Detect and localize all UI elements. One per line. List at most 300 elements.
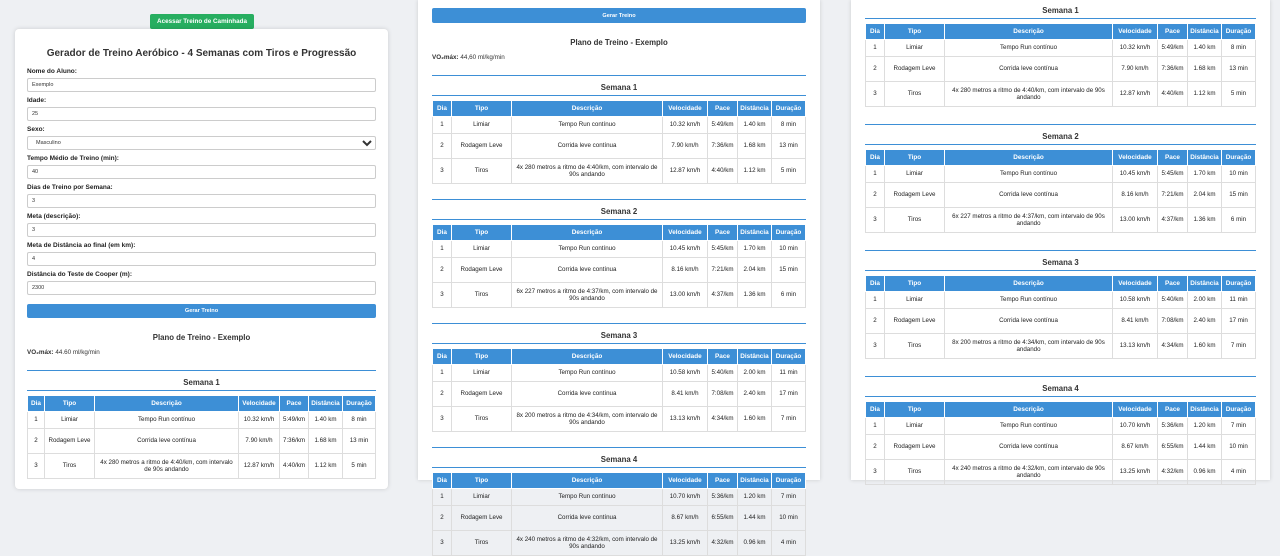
table-cell: 8.16 km/h	[1113, 183, 1158, 208]
table-cell: Tempo Run contínuo	[512, 489, 663, 506]
table-cell: 5 min	[772, 159, 806, 184]
walking-training-button[interactable]: Acessar Treino de Caminhada	[150, 14, 254, 29]
table-cell: 13.13 km/h	[663, 407, 708, 432]
col-header: Tipo	[452, 101, 512, 117]
table-row	[433, 283, 806, 308]
table-cell: Tempo Run contínuo	[945, 418, 1113, 435]
col-header: Pace	[1158, 276, 1188, 292]
table-cell: 0.96 km	[738, 531, 772, 556]
table-row	[866, 166, 1256, 183]
table-row	[433, 117, 806, 134]
col-header: Descrição	[945, 24, 1113, 40]
table-header-row	[433, 225, 806, 241]
table-cell: 4:32/km	[1158, 460, 1188, 485]
table-row	[433, 382, 806, 407]
table-cell: 10.58 km/h	[663, 365, 708, 382]
col-header: Duração	[772, 101, 806, 117]
divider	[27, 370, 376, 371]
table-cell: 2	[866, 183, 885, 208]
table-cell: 7:21/km	[1158, 183, 1188, 208]
table-cell: Rodagem Leve	[452, 506, 512, 531]
table-cell: 13 min	[772, 134, 806, 159]
table-cell: 7:36/km	[1158, 57, 1188, 82]
table-cell: 8.67 km/h	[663, 506, 708, 531]
week-title: Semana 1	[27, 378, 376, 391]
table-cell: 15 min	[1222, 183, 1256, 208]
table-cell: 2.00 km	[1188, 292, 1222, 309]
table-cell: Tiros	[885, 208, 945, 233]
table-row	[866, 292, 1256, 309]
col-header: Velocidade	[239, 396, 280, 412]
col-header: Distância	[738, 225, 772, 241]
col-header: Duração	[772, 225, 806, 241]
table-cell: Limiar	[452, 241, 512, 258]
table-cell: 4:40/km	[708, 159, 738, 184]
plan-title: Plano de Treino - Exemplo	[152, 333, 251, 342]
col-header: Descrição	[945, 150, 1113, 166]
table-cell: 8x 200 metros a ritmo de 4:34/km, com intervalo de 90s andando	[945, 334, 1113, 359]
table-cell: 2.04 km	[1188, 183, 1222, 208]
table-cell: Limiar	[885, 166, 945, 183]
table-cell: 17 min	[1222, 309, 1256, 334]
table-cell: 1.36 km	[1188, 208, 1222, 233]
table-cell: 2.40 km	[738, 382, 772, 407]
table-cell: 13.25 km/h	[663, 531, 708, 556]
sex-select[interactable]	[27, 136, 376, 150]
table-cell: Limiar	[452, 117, 512, 134]
divider	[432, 323, 806, 324]
week-table	[432, 348, 806, 432]
week-body	[866, 166, 1256, 233]
week-table	[865, 23, 1256, 107]
table-row	[866, 208, 1256, 233]
table-cell: Tiros	[452, 531, 512, 556]
table-cell: 4x 280 metros a ritmo de 4:40/km, com intervalo de 90s andando	[512, 159, 663, 184]
generator-card	[15, 29, 388, 489]
table-cell: 4:37/km	[1158, 208, 1188, 233]
generate-training-button[interactable]: Gerar Treino	[27, 304, 376, 318]
table-cell: 7.90 km/h	[1113, 57, 1158, 82]
table-cell: 5:49/km	[280, 412, 309, 429]
table-cell: 11 min	[1222, 292, 1256, 309]
table-cell: 1.68 km	[309, 429, 343, 454]
table-cell: 7 min	[1222, 418, 1256, 435]
col-header: Descrição	[512, 349, 663, 365]
col-header: Distância	[1188, 276, 1222, 292]
table-cell: 6x 227 metros a ritmo de 4:37/km, com intervalo de 90s andando	[512, 283, 663, 308]
week-title: Semana 2	[432, 207, 806, 220]
week-body	[433, 117, 806, 184]
table-cell: Tempo Run contínuo	[95, 412, 239, 429]
table-cell: 12.87 km/h	[239, 454, 280, 479]
week-table	[432, 224, 806, 308]
col-header: Tipo	[885, 402, 945, 418]
week-table	[432, 472, 806, 556]
table-cell: 1.44 km	[738, 506, 772, 531]
age-input[interactable]	[27, 107, 376, 121]
week-title: Semana 4	[432, 455, 806, 468]
col-header: Distância	[1188, 402, 1222, 418]
table-cell: 10.58 km/h	[1113, 292, 1158, 309]
table-cell: Corrida leve contínua	[945, 309, 1113, 334]
table-cell: 0.96 km	[1188, 460, 1222, 485]
vo2max-label: VO₂máx:	[27, 349, 54, 356]
col-header: Distância	[738, 349, 772, 365]
week-section	[432, 447, 806, 556]
table-row	[866, 82, 1256, 107]
col-header: Velocidade	[663, 349, 708, 365]
table-cell: 2	[866, 435, 885, 460]
table-row	[866, 40, 1256, 57]
table-cell: Tempo Run contínuo	[945, 40, 1113, 57]
table-cell: 1.20 km	[1188, 418, 1222, 435]
table-cell: Rodagem Leve	[885, 57, 945, 82]
table-cell: 7 min	[772, 489, 806, 506]
table-cell: 7.90 km/h	[239, 429, 280, 454]
table-cell: 10.32 km/h	[1113, 40, 1158, 57]
table-cell: 1.12 km	[738, 159, 772, 184]
field-label: Idade:	[27, 97, 47, 104]
table-cell: 8x 200 metros a ritmo de 4:34/km, com intervalo de 90s andando	[512, 407, 663, 432]
table-cell: 10.32 km/h	[663, 117, 708, 134]
table-cell: 2.00 km	[738, 365, 772, 382]
col-header: Dia	[866, 402, 885, 418]
table-cell: 13 min	[343, 429, 376, 454]
table-row	[433, 258, 806, 283]
week-title: Semana 3	[865, 258, 1256, 271]
col-header: Duração	[1222, 150, 1256, 166]
table-cell: 1	[433, 365, 452, 382]
field-days	[27, 184, 376, 208]
table-cell: Corrida leve contínua	[512, 506, 663, 531]
table-row	[866, 435, 1256, 460]
table-cell: 6 min	[1222, 208, 1256, 233]
table-cell: 2.40 km	[1188, 309, 1222, 334]
cooper-distance-input[interactable]	[27, 281, 376, 295]
field-label: Meta de Distância ao final (em km):	[27, 242, 136, 249]
week-title: Semana 2	[865, 132, 1256, 145]
table-cell: 1	[866, 418, 885, 435]
week-table	[865, 401, 1256, 485]
table-cell: Tempo Run contínuo	[512, 365, 663, 382]
plan-panel-middle	[418, 0, 820, 550]
divider	[432, 75, 806, 76]
col-header: Duração	[1222, 24, 1256, 40]
table-cell: 6x 227 metros a ritmo de 4:37/km, com intervalo de 90s andando	[945, 208, 1113, 233]
col-header: Tipo	[885, 24, 945, 40]
table-cell: 4:40/km	[280, 454, 309, 479]
table-cell: 10.45 km/h	[1113, 166, 1158, 183]
col-header: Descrição	[945, 402, 1113, 418]
col-header: Descrição	[512, 225, 663, 241]
table-cell: 7:36/km	[708, 134, 738, 159]
table-cell: 15 min	[772, 258, 806, 283]
table-cell: Corrida leve contínua	[945, 57, 1113, 82]
col-header: Duração	[1222, 276, 1256, 292]
table-cell: 5 min	[343, 454, 376, 479]
table-cell: 3	[866, 460, 885, 485]
table-cell: Rodagem Leve	[885, 183, 945, 208]
table-header-row	[433, 101, 806, 117]
field-label: Nome do Aluno:	[27, 68, 77, 75]
field-sex	[27, 126, 376, 150]
field-label: Tempo Médio de Treino (min):	[27, 155, 119, 162]
table-cell: Corrida leve contínua	[512, 258, 663, 283]
table-cell: 4 min	[772, 531, 806, 556]
week-body	[433, 489, 806, 556]
table-cell: Corrida leve contínua	[512, 382, 663, 407]
goal-distance-input[interactable]	[27, 252, 376, 266]
table-cell: 10 min	[1222, 166, 1256, 183]
table-cell: Tiros	[452, 159, 512, 184]
weeks-container	[865, 0, 1256, 485]
table-cell: 10 min	[772, 241, 806, 258]
week-table	[865, 149, 1256, 233]
table-cell: 3	[433, 407, 452, 432]
table-cell: 3	[866, 334, 885, 359]
table-cell: 4x 240 metros a ritmo de 4:32/km, com intervalo de 90s andando	[512, 531, 663, 556]
table-cell: Corrida leve contínua	[512, 134, 663, 159]
table-header-row	[866, 150, 1256, 166]
table-cell: 2	[433, 134, 452, 159]
table-cell: 1.12 km	[309, 454, 343, 479]
table-cell: 8 min	[343, 412, 376, 429]
table-cell: 7:08/km	[708, 382, 738, 407]
table-cell: Rodagem Leve	[452, 134, 512, 159]
week-body	[28, 412, 376, 479]
table-cell: 4:40/km	[1158, 82, 1188, 107]
table-row	[433, 159, 806, 184]
table-cell: 1	[866, 40, 885, 57]
table-cell: 10.32 km/h	[239, 412, 280, 429]
vo2max-text	[432, 54, 806, 61]
table-row	[433, 489, 806, 506]
table-cell: 7 min	[1222, 334, 1256, 359]
table-cell: Rodagem Leve	[885, 309, 945, 334]
table-cell: 5:36/km	[708, 489, 738, 506]
table-cell: 1.12 km	[1188, 82, 1222, 107]
table-cell: 7:08/km	[1158, 309, 1188, 334]
col-header: Descrição	[512, 101, 663, 117]
table-cell: 1.68 km	[738, 134, 772, 159]
table-cell: 1	[866, 292, 885, 309]
page-title: Gerador de Treino Aeróbico - 4 Semanas com Tiros e Progressão	[46, 48, 357, 59]
week-title: Semana 3	[432, 331, 806, 344]
table-cell: 1.70 km	[738, 241, 772, 258]
col-header: Velocidade	[1113, 402, 1158, 418]
divider	[865, 376, 1256, 377]
table-cell: 5:49/km	[708, 117, 738, 134]
col-header: Dia	[433, 473, 452, 489]
week-body	[433, 365, 806, 432]
table-cell: 3	[866, 208, 885, 233]
avg-training-time-input[interactable]	[27, 165, 376, 179]
col-header: Duração	[1222, 402, 1256, 418]
table-cell: 7:36/km	[280, 429, 309, 454]
table-row	[866, 183, 1256, 208]
week-title: Semana 1	[865, 6, 1256, 19]
form-panel	[0, 0, 410, 480]
col-header: Tipo	[452, 225, 512, 241]
col-header: Pace	[708, 225, 738, 241]
table-row	[28, 454, 376, 479]
field-goal	[27, 213, 376, 237]
table-cell: 8.41 km/h	[663, 382, 708, 407]
table-cell: Limiar	[885, 292, 945, 309]
table-cell: Tiros	[885, 82, 945, 107]
table-cell: 1.68 km	[1188, 57, 1222, 82]
table-cell: 1.20 km	[738, 489, 772, 506]
col-header: Dia	[866, 150, 885, 166]
table-cell: 1	[433, 241, 452, 258]
table-header-row	[433, 473, 806, 489]
table-cell: Tempo Run contínuo	[512, 117, 663, 134]
field-label: Sexo:	[27, 126, 45, 133]
table-row	[866, 309, 1256, 334]
table-cell: 4:34/km	[708, 407, 738, 432]
table-cell: Limiar	[885, 40, 945, 57]
table-cell: 6 min	[772, 283, 806, 308]
table-cell: Limiar	[452, 365, 512, 382]
table-cell: 4x 280 metros a ritmo de 4:40/km, com intervalo de 90s andando	[945, 82, 1113, 107]
col-header: Tipo	[885, 276, 945, 292]
table-row	[28, 412, 376, 429]
table-cell: Rodagem Leve	[885, 435, 945, 460]
table-cell: 13.13 km/h	[1113, 334, 1158, 359]
col-header: Distância	[1188, 150, 1222, 166]
week-title: Semana 4	[865, 384, 1256, 397]
student-name-input[interactable]	[27, 78, 376, 92]
col-header: Tipo	[452, 473, 512, 489]
col-header: Descrição	[512, 473, 663, 489]
field-label: Meta (descrição):	[27, 213, 81, 220]
table-cell: 13 min	[1222, 57, 1256, 82]
col-header: Dia	[866, 24, 885, 40]
table-cell: 3	[866, 82, 885, 107]
col-header: Pace	[1158, 24, 1188, 40]
table-cell: 7:21/km	[708, 258, 738, 283]
table-cell: 10.70 km/h	[663, 489, 708, 506]
table-cell: 10.45 km/h	[663, 241, 708, 258]
table-cell: 12.87 km/h	[1113, 82, 1158, 107]
divider	[865, 124, 1256, 125]
table-cell: 4:34/km	[1158, 334, 1188, 359]
col-header: Velocidade	[663, 473, 708, 489]
table-cell: 4x 280 metros a ritmo de 4:40/km, com intervalo de 90s andando	[95, 454, 239, 479]
generate-training-button[interactable]: Gerar Treino	[432, 8, 806, 23]
week-section	[865, 376, 1256, 485]
table-cell: 1	[28, 412, 45, 429]
col-header: Pace	[708, 349, 738, 365]
table-cell: 4 min	[1222, 460, 1256, 485]
table-cell: 2	[866, 57, 885, 82]
table-cell: 12.87 km/h	[663, 159, 708, 184]
table-cell: 6:55/km	[1158, 435, 1188, 460]
col-header: Velocidade	[663, 101, 708, 117]
table-cell: Corrida leve contínua	[95, 429, 239, 454]
table-row	[433, 407, 806, 432]
field-age	[27, 97, 376, 121]
table-cell: 1.40 km	[738, 117, 772, 134]
field-label: Distância do Teste de Cooper (m):	[27, 271, 132, 278]
col-header: Tipo	[45, 396, 95, 412]
field-name	[27, 68, 376, 92]
table-cell: 8 min	[1222, 40, 1256, 57]
col-header: Velocidade	[1113, 276, 1158, 292]
table-cell: Tiros	[885, 334, 945, 359]
table-cell: Tempo Run contínuo	[945, 292, 1113, 309]
table-cell: 10 min	[772, 506, 806, 531]
table-cell: Tempo Run contínuo	[512, 241, 663, 258]
week-body	[866, 292, 1256, 359]
table-cell: Limiar	[885, 418, 945, 435]
table-cell: 8.41 km/h	[1113, 309, 1158, 334]
divider	[432, 447, 806, 448]
table-cell: Limiar	[45, 412, 95, 429]
col-header: Dia	[433, 349, 452, 365]
week-body	[866, 40, 1256, 107]
table-row	[433, 241, 806, 258]
goal-description-input[interactable]	[27, 223, 376, 237]
week-body	[866, 418, 1256, 485]
table-cell: 1.40 km	[1188, 40, 1222, 57]
col-header: Distância	[309, 396, 343, 412]
table-cell: 10.70 km/h	[1113, 418, 1158, 435]
col-header: Descrição	[95, 396, 239, 412]
table-cell: 5 min	[1222, 82, 1256, 107]
table-cell: Corrida leve contínua	[945, 183, 1113, 208]
table-cell: 6:55/km	[708, 506, 738, 531]
field-avg-time	[27, 155, 376, 179]
table-cell: 4:37/km	[708, 283, 738, 308]
vo2max-value: 44.60 ml/kg/min	[53, 349, 100, 356]
table-row	[433, 531, 806, 556]
table-cell: 7.90 km/h	[663, 134, 708, 159]
table-cell: 5:36/km	[1158, 418, 1188, 435]
week-table	[865, 275, 1256, 359]
table-header-row	[433, 349, 806, 365]
table-cell: 2.04 km	[738, 258, 772, 283]
vo2max-label: VO₂máx:	[432, 54, 459, 61]
table-cell: 10 min	[1222, 435, 1256, 460]
table-row	[433, 506, 806, 531]
table-cell: 1.60 km	[738, 407, 772, 432]
col-header: Velocidade	[663, 225, 708, 241]
week-section	[432, 199, 806, 308]
table-row	[866, 334, 1256, 359]
col-header: Pace	[708, 473, 738, 489]
table-row	[866, 57, 1256, 82]
table-cell: 1.44 km	[1188, 435, 1222, 460]
week-title: Semana 1	[432, 83, 806, 96]
days-per-week-input[interactable]	[27, 194, 376, 208]
table-cell: 1	[433, 489, 452, 506]
field-goal-distance	[27, 242, 376, 266]
table-row	[866, 460, 1256, 485]
table-cell: 5:40/km	[708, 365, 738, 382]
plan-panel-right	[851, 0, 1270, 480]
field-label: Dias de Treino por Semana:	[27, 184, 113, 191]
col-header: Distância	[738, 101, 772, 117]
table-header-row	[866, 276, 1256, 292]
table-cell: 1.60 km	[1188, 334, 1222, 359]
col-header: Dia	[866, 276, 885, 292]
table-cell: 13.00 km/h	[663, 283, 708, 308]
table-cell: 5:45/km	[708, 241, 738, 258]
table-cell: 5:40/km	[1158, 292, 1188, 309]
col-header: Distância	[1188, 24, 1222, 40]
col-header: Duração	[772, 349, 806, 365]
